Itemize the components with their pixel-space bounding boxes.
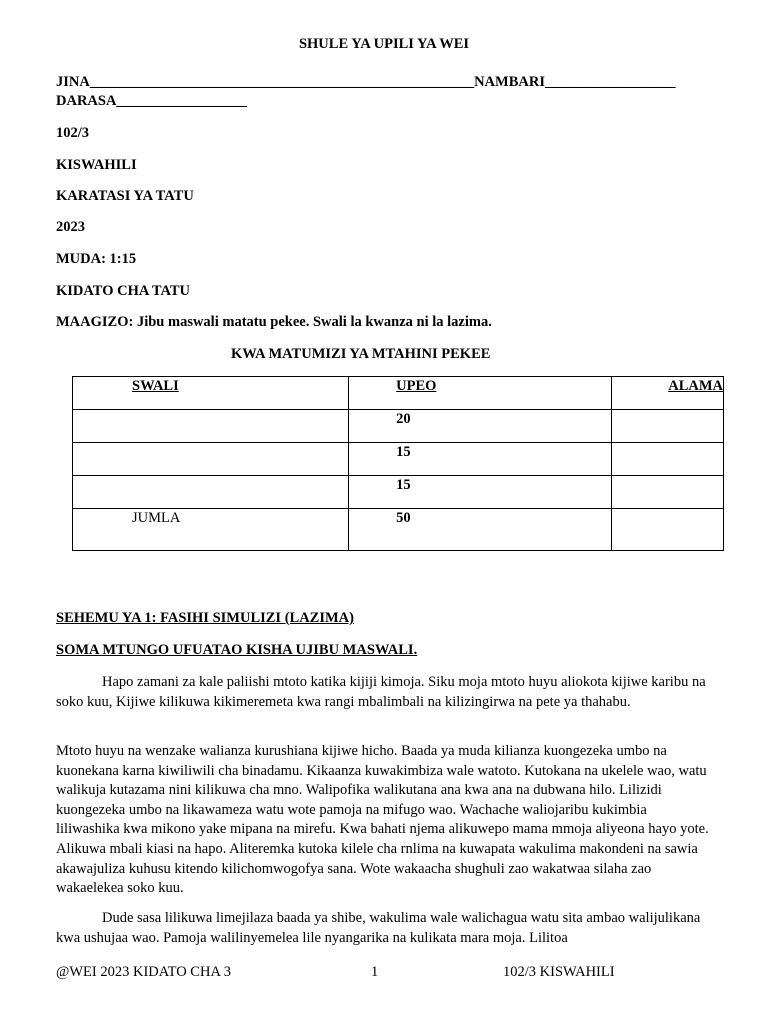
column-header-max: UPEO [349, 377, 612, 410]
question-cell [73, 476, 349, 509]
paper-title: KARATASI YA TATU [56, 188, 194, 204]
question-cell [73, 443, 349, 476]
exam-year: 2023 [56, 219, 85, 235]
marks-table [72, 376, 724, 551]
school-name: SHULE YA UPILI YA WEI [298, 36, 470, 52]
question-cell [73, 410, 349, 443]
class-line: DARASA__________________ [56, 93, 247, 109]
score-cell [612, 443, 724, 476]
form-level: KIDATO CHA TATU [56, 283, 191, 299]
passage-paragraph-3: Dude sasa lilikuwa limejilaza baada ya shibe, wakulima wale walichagua watu sita ambao walijulikana kwa ushujaa wao. Pamoja walilinyemelea lile nyangarika na kulikata mara moja. Lilitoa [56, 910, 701, 946]
section-heading: SEHEMU YA 1: FASIHI SIMULIZI (LAZIMA) [56, 610, 354, 626]
exam-duration: MUDA: 1:15 [56, 251, 137, 267]
score-cell [612, 410, 724, 443]
section-subheading: SOMA MTUNGO UFUATAO KISHA UJIBU MASWALI. [56, 642, 418, 658]
total-max-cell: 50 [349, 509, 612, 551]
table-row-total [73, 509, 724, 551]
max-marks-cell: 15 [349, 476, 612, 509]
footer-right: 102/3 KISWAHILI [503, 964, 615, 980]
page-number: 1 [371, 964, 379, 980]
name-number-line: JINA_____________________________________________________NAMBARI__________________ [56, 74, 676, 90]
instructions: MAAGIZO: Jibu maswali matatu pekee. Swali la kwanza ni la lazima. [56, 314, 492, 330]
footer-left: @WEI 2023 KIDATO CHA 3 [56, 964, 231, 980]
column-header-question: SWALI [73, 377, 349, 410]
max-marks-cell: 20 [349, 410, 612, 443]
total-label-cell: JUMLA [73, 509, 349, 551]
passage-paragraph-1: Hapo zamani za kale paliishi mtoto katika kijiji kimoja. Siku moja mtoto huyu aliokota kijiwe karibu na soko kuu, Kijiwe kilikuwa kikimeremeta kwa rangi mbalimbali na kilizingirwa na pete ya thahabu. [56, 674, 706, 710]
table-header-row [73, 377, 724, 410]
column-header-score: ALAMA [612, 377, 724, 410]
total-score-cell [612, 509, 724, 551]
passage-paragraph-2: Mtoto huyu na wenzake walianza kurushiana kijiwe hicho. Baada ya muda kilianza kuongezeka umbo na kuonekana karna kiwiliwili cha binadamu. Kikaanza kuwakimbiza wale watoto. Kutokana na ukelele wao, watu walikuja kutazama nini kilikuwa cha mno. Walipofika walikutana ana kwa ana na dubwana hilo. Lilizidi kuongezeka umbo na likawameza watu wote pamoja na mifugo wao. Wachache waliojaribu kukimbia liliwashika kwa mikono yake mipana na mirefu. Kwa bahati njema alikuwepo mama mmoja aliyeona hayo yote. Alikuwa mbali kiasi na hapo. Aliteremka kutoka kilele cha rnlima na kuwapata wakulima makondeni na sawia akawajuliza kuhusu kitendo kilichomwogofya sana. Wote wakaacha shughuli zao wakatwaa silaha zao wakaelekea soko kuu. [56, 743, 709, 897]
table-row [73, 476, 724, 509]
paper-code: 102/3 [56, 125, 90, 141]
max-marks-cell: 15 [349, 443, 612, 476]
table-row [73, 410, 724, 443]
subject: KISWAHILI [56, 157, 137, 173]
score-cell [612, 476, 724, 509]
marks-table-caption: KWA MATUMIZI YA MTAHINI PEKEE [231, 346, 491, 362]
table-row [73, 443, 724, 476]
